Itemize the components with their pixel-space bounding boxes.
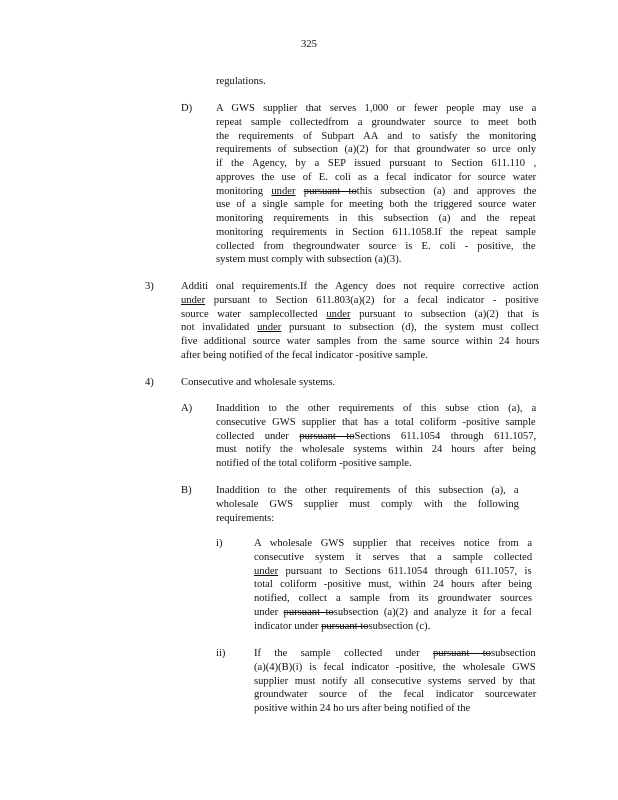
- text-line: consecutive GWS supplier that has a total coliform -positive sample: [216, 416, 536, 428]
- text-line: A wholesale GWS supplier that receives notice from a: [254, 538, 533, 549]
- inserted-text: under: [181, 294, 206, 306]
- text-line: source water samplecollected under pursuant to subsection (a)(2) that is: [181, 308, 539, 320]
- text-line: collected under pursuant toSections 611.1054 through 611.1057,: [216, 430, 537, 442]
- deleted-text: pursuant to: [299, 430, 355, 442]
- text-line: (a)(4)(B)(i) is fecal indicator -positive, the wholesale GWS: [254, 661, 536, 673]
- item-label: B): [181, 485, 192, 496]
- text-line: use of a single sample for meeting both the triggered source water: [216, 199, 536, 211]
- text-line: Additi onal requirements.If the Agency does not require corrective action: [181, 281, 539, 292]
- text-line: five additional source water samples from the same source within 24 hours: [181, 336, 540, 347]
- item-label: A): [181, 403, 193, 414]
- item-label: ii): [216, 648, 226, 659]
- text-line: wholesale GWS supplier must comply with the following: [216, 498, 519, 510]
- inserted-text: under: [271, 185, 296, 197]
- item-label: 4): [145, 377, 154, 388]
- text-line: monitoring requirements in Section 611.1058.If the repeat sample: [216, 226, 536, 238]
- text-line: collected from thegroundwater source is E. coli - positive, the: [216, 240, 536, 252]
- text-line: if the Agency, by a SEP issued pursuant to Section 611.110 ,: [216, 158, 537, 169]
- text-line: the requirements of Subpart AA and to satisfy the monitoring: [216, 130, 537, 142]
- text-line: Consecutive and wholesale systems.: [181, 377, 336, 388]
- text-line: Inaddition to the other requirements of this subse ction (a), a: [216, 403, 537, 414]
- deleted-text: pursuant to: [321, 620, 369, 632]
- text-line: Inaddition to the other requirements of this subsection (a), a: [216, 485, 519, 496]
- deleted-text: pursuant to: [283, 606, 334, 618]
- item-label: i): [216, 538, 223, 549]
- inserted-text: under: [254, 565, 279, 577]
- text-line: groundwater source of the fecal indicator sourcewater: [254, 689, 537, 701]
- text-line: requirements:: [216, 512, 275, 524]
- text-line: total coliform -positive must, within 24 hours after being: [254, 579, 532, 591]
- text-line: repeat sample collectedfrom a groundwater source to meet both: [216, 116, 537, 128]
- text-line: under pursuant to Sections 611.1054 through 611.1057, is: [254, 565, 532, 577]
- text-line: A GWS supplier that serves 1,000 or fewer people may use a: [216, 103, 537, 114]
- text-line: monitoring requirements in this subsection (a) and the repeat: [216, 213, 536, 224]
- text-line: indicator under pursuant tosubsection (c).: [254, 620, 431, 632]
- inserted-text: under: [326, 308, 351, 320]
- deleted-text: pursuant to: [432, 648, 491, 659]
- text-line: approves the use of E. coli as a fecal indicator for source water: [216, 171, 537, 183]
- text-line: regulations.: [216, 76, 266, 87]
- inserted-text: under: [257, 322, 282, 334]
- text-line: system must comply with subsection (a)(3).: [216, 254, 402, 266]
- text-line: supplier must notify all consecutive systems served by that: [254, 675, 536, 687]
- text-line: notified, collect a sample from its groundwater sources: [254, 593, 532, 604]
- deleted-text: pursuant to: [303, 185, 357, 197]
- text-line: positive within 24 ho urs after being notified of the: [254, 703, 471, 714]
- text-line: consecutive system it serves that a sample collected: [254, 551, 533, 563]
- text-line: not invalidated under pursuant to subsection (d), the system must collect: [181, 322, 539, 334]
- text-line: must notify the wholesale systems within 24 hours after being: [216, 444, 536, 456]
- item-label: D): [181, 103, 193, 114]
- text-line: under pursuant to Section 611.803(a)(2) for a fecal indicator - positive: [181, 294, 539, 306]
- text-line: under pursuant tosubsection (a)(2) and analyze it for a fecal: [254, 606, 532, 618]
- item-label: 3): [145, 281, 154, 292]
- page-number: 325: [301, 39, 317, 50]
- text-line: requirements of subsection (a)(2) for that groundwater so urce only: [216, 144, 537, 156]
- text-line: monitoring under pursuant tothis subsection (a) and approves the: [216, 185, 537, 197]
- text-line: after being notified of the fecal indicator -positive sample.: [181, 349, 428, 361]
- text-line: If the sample collected under pursuant tosubsection: [254, 648, 536, 659]
- text-line: notified of the total coliform -positive sample.: [216, 458, 412, 469]
